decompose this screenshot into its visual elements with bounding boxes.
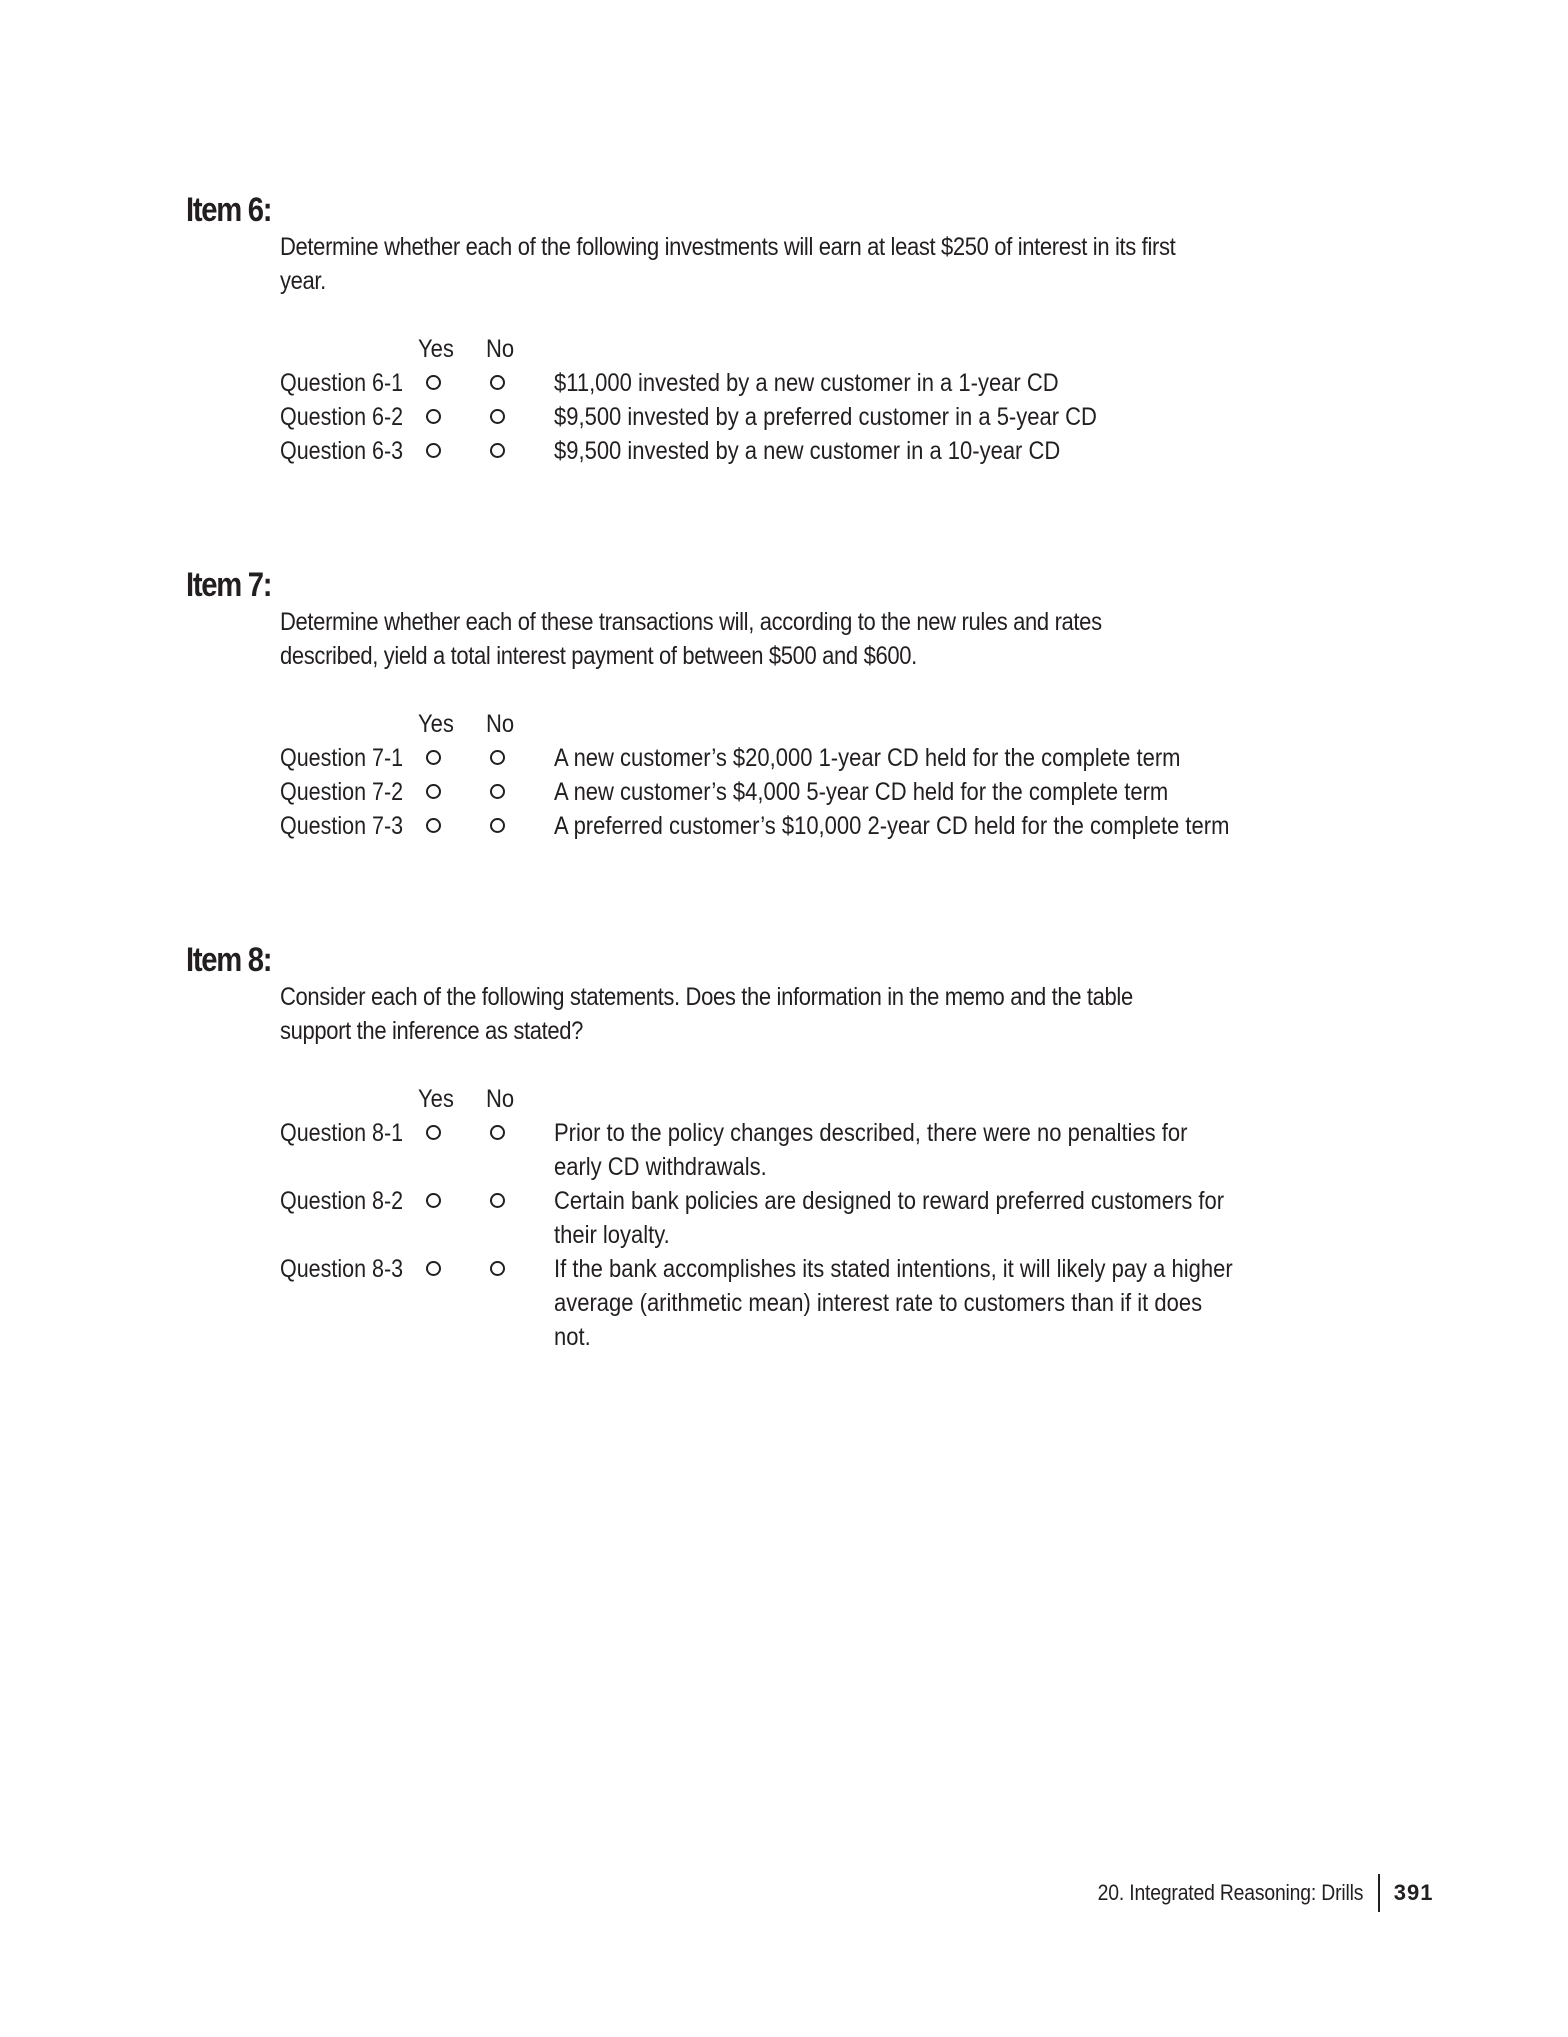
yes-column-header: Yes — [418, 335, 454, 363]
question-row — [280, 434, 1366, 468]
question-statement: A preferred customer’s $10,000 2-year CD held for the complete term — [554, 812, 1230, 840]
no-column-header: No — [486, 335, 515, 363]
page-number: 391 — [1393, 1880, 1434, 1905]
question-row — [280, 1252, 1366, 1354]
yes-column-header: Yes — [418, 710, 454, 738]
question-statement: Certain bank policies are designed to reward preferred customers for their loyalty. — [554, 1187, 1225, 1249]
question-row — [280, 400, 1366, 434]
no-radio-button[interactable] — [490, 1193, 505, 1208]
question-label: Question 6-1 — [280, 369, 404, 397]
item-title: Item 7: — [186, 566, 272, 604]
yes-radio-button[interactable] — [426, 1125, 441, 1140]
question-table — [280, 707, 1366, 843]
question-label: Question 6-2 — [280, 403, 404, 431]
no-column-header: No — [486, 710, 515, 738]
question-row — [280, 775, 1366, 809]
item-6-section — [186, 190, 1366, 468]
yes-radio-button[interactable] — [426, 784, 441, 799]
no-radio-button[interactable] — [490, 375, 505, 390]
question-label: Question 8-3 — [280, 1255, 404, 1283]
answer-header-row — [280, 707, 1366, 741]
no-radio-button[interactable] — [490, 409, 505, 424]
no-radio-button[interactable] — [490, 750, 505, 765]
page-footer — [1060, 1873, 1434, 1913]
answer-header-row — [280, 1082, 1366, 1116]
item-8-section — [186, 940, 1366, 1354]
yes-column-header: Yes — [418, 1085, 454, 1113]
yes-radio-button[interactable] — [426, 443, 441, 458]
item-title: Item 8: — [186, 941, 272, 979]
question-statement: A new customer’s $4,000 5-year CD held for the complete term — [554, 778, 1169, 806]
yes-radio-button[interactable] — [426, 409, 441, 424]
no-radio-button[interactable] — [490, 443, 505, 458]
question-row — [280, 1116, 1366, 1184]
question-label: Question 6-3 — [280, 437, 404, 465]
yes-radio-button[interactable] — [426, 375, 441, 390]
question-label: Question 7-2 — [280, 778, 404, 806]
question-label: Question 7-1 — [280, 744, 404, 772]
question-label: Question 8-2 — [280, 1187, 404, 1215]
question-statement: $9,500 invested by a preferred customer in a 5-year CD — [554, 403, 1097, 431]
yes-radio-button[interactable] — [426, 750, 441, 765]
no-radio-button[interactable] — [490, 784, 505, 799]
question-statement: If the bank accomplishes its stated intentions, it will likely pay a higher average (arithmetic mean) interest rate to customers than if it does not. — [554, 1255, 1233, 1351]
question-table — [280, 1082, 1366, 1354]
question-label: Question 8-1 — [280, 1119, 404, 1147]
item-title: Item 6: — [186, 191, 272, 229]
question-table — [280, 332, 1366, 468]
no-radio-button[interactable] — [490, 1125, 505, 1140]
question-label: Question 7-3 — [280, 812, 404, 840]
question-statement: Prior to the policy changes described, there were no penalties for early CD withdrawals. — [554, 1119, 1188, 1181]
chapter-title: 20. Integrated Reasoning: Drills — [1097, 1880, 1364, 1905]
question-row — [280, 366, 1366, 400]
item-prompt: Determine whether each of these transactions will, according to the new rules and rates described, yield a total interest payment of between $500 and $600. — [280, 608, 1102, 670]
answer-header-row — [280, 332, 1366, 366]
question-row — [280, 809, 1366, 843]
item-7-section — [186, 565, 1366, 843]
question-statement: $9,500 invested by a new customer in a 10-year CD — [554, 437, 1061, 465]
question-statement: $11,000 invested by a new customer in a 1-year CD — [554, 369, 1059, 397]
no-column-header: No — [486, 1085, 515, 1113]
no-radio-button[interactable] — [490, 818, 505, 833]
question-row — [280, 1184, 1366, 1252]
question-row — [280, 741, 1366, 775]
item-prompt: Determine whether each of the following investments will earn at least $250 of interest in its first year. — [280, 233, 1176, 295]
yes-radio-button[interactable] — [426, 818, 441, 833]
no-radio-button[interactable] — [490, 1261, 505, 1276]
yes-radio-button[interactable] — [426, 1261, 441, 1276]
question-statement: A new customer’s $20,000 1-year CD held for the complete term — [554, 744, 1181, 772]
yes-radio-button[interactable] — [426, 1193, 441, 1208]
footer-divider — [1378, 1874, 1380, 1912]
item-prompt: Consider each of the following statements. Does the information in the memo and the table support the inference as stated? — [280, 983, 1133, 1045]
